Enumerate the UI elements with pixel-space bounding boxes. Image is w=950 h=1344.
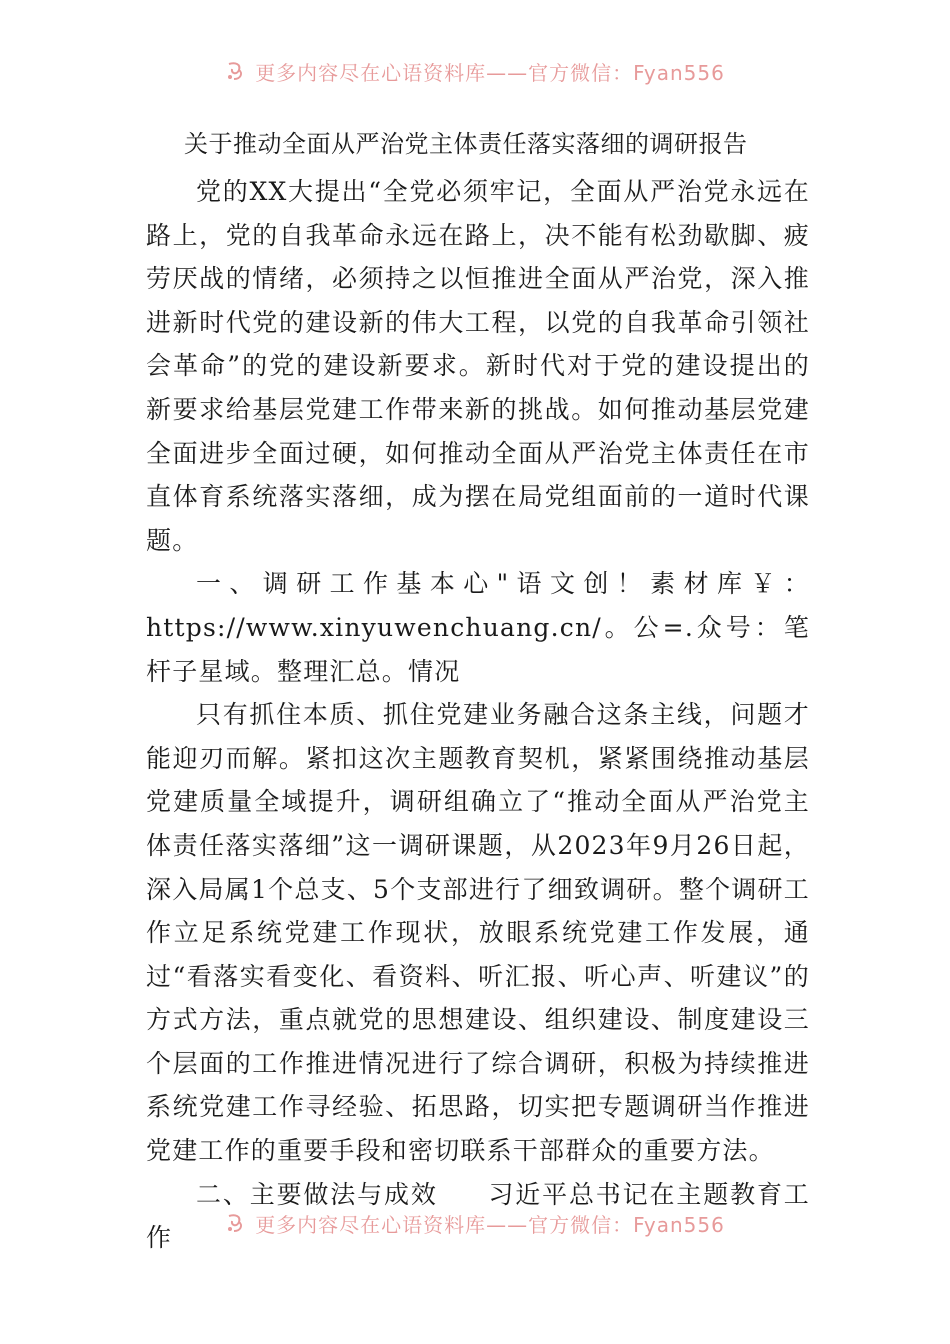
header-watermark	[0, 56, 950, 86]
document-title: 关于推动全面从严治党主体责任落实落细的调研报告	[184, 130, 748, 158]
watermark-text: 更多内容尽在心语资料库——官方微信：Fyan556	[255, 60, 725, 85]
section-two-heading: 二、主要做法与成效	[196, 1179, 438, 1209]
watermark-text: 更多内容尽在心语资料库——官方微信：Fyan556	[255, 1212, 725, 1237]
paragraph-intro: 党的XX大提出“全党必须牢记，全面从严治党永远在路上，党的自我革命永远在路上，决不能有松劲歇脚、疲劳厌战的情绪，必须持之以恒推进全面从严治党，深入推进新时代党的建设新的伟大工程，以党的自我革命引领社会革命”的党的建设新要求。新时代对于党的建设提出的新要求给基层党建工作带来新的挑战。如何推动基层党建全面进步全面过硬，如何推动全面从严治党主体责任在市直体育系统落实落细，成为摆在局党组面前的一道时代课题。	[146, 177, 810, 555]
watermark-logo-icon	[225, 60, 247, 82]
paragraph-section-one: 一、调研工作基本心"语文创！素材库￥：https://www.xinyuwenchuang.cn/。公=.众号：笔杆子星域。整理汇总。情况	[146, 569, 810, 686]
paragraph-research-situation: 只有抓住本质、抓住党建业务融合这条主线，问题才能迎刃而解。紧扣这次主题教育契机，紧紧围绕推动基层党建质量全域提升，调研组确立了“推动全面从严治党主体责任落实落细”这一调研课题，从2023年9月26日起，深入局属1个总支、5个支部进行了细致调研。整个调研工作立足系统党建工作现状，放眼系统党建工作发展，通过“看落实看变化、看资料、听汇报、听心声、听建议”的方式方法，重点就党的思想建设、组织建设、制度建设三个层面的工作推进情况进行了综合调研，积极为持续推进系统党建工作寻经验、拓思路，切实把专题调研当作推进党建工作的重要手段和密切联系干部群众的重要方法。	[146, 700, 810, 1166]
document-body	[146, 124, 810, 1260]
footer-watermark	[0, 1208, 950, 1238]
section-two-text: 习近平总书记在主题教育工作	[146, 1179, 810, 1253]
watermark-logo-icon	[225, 1212, 247, 1234]
